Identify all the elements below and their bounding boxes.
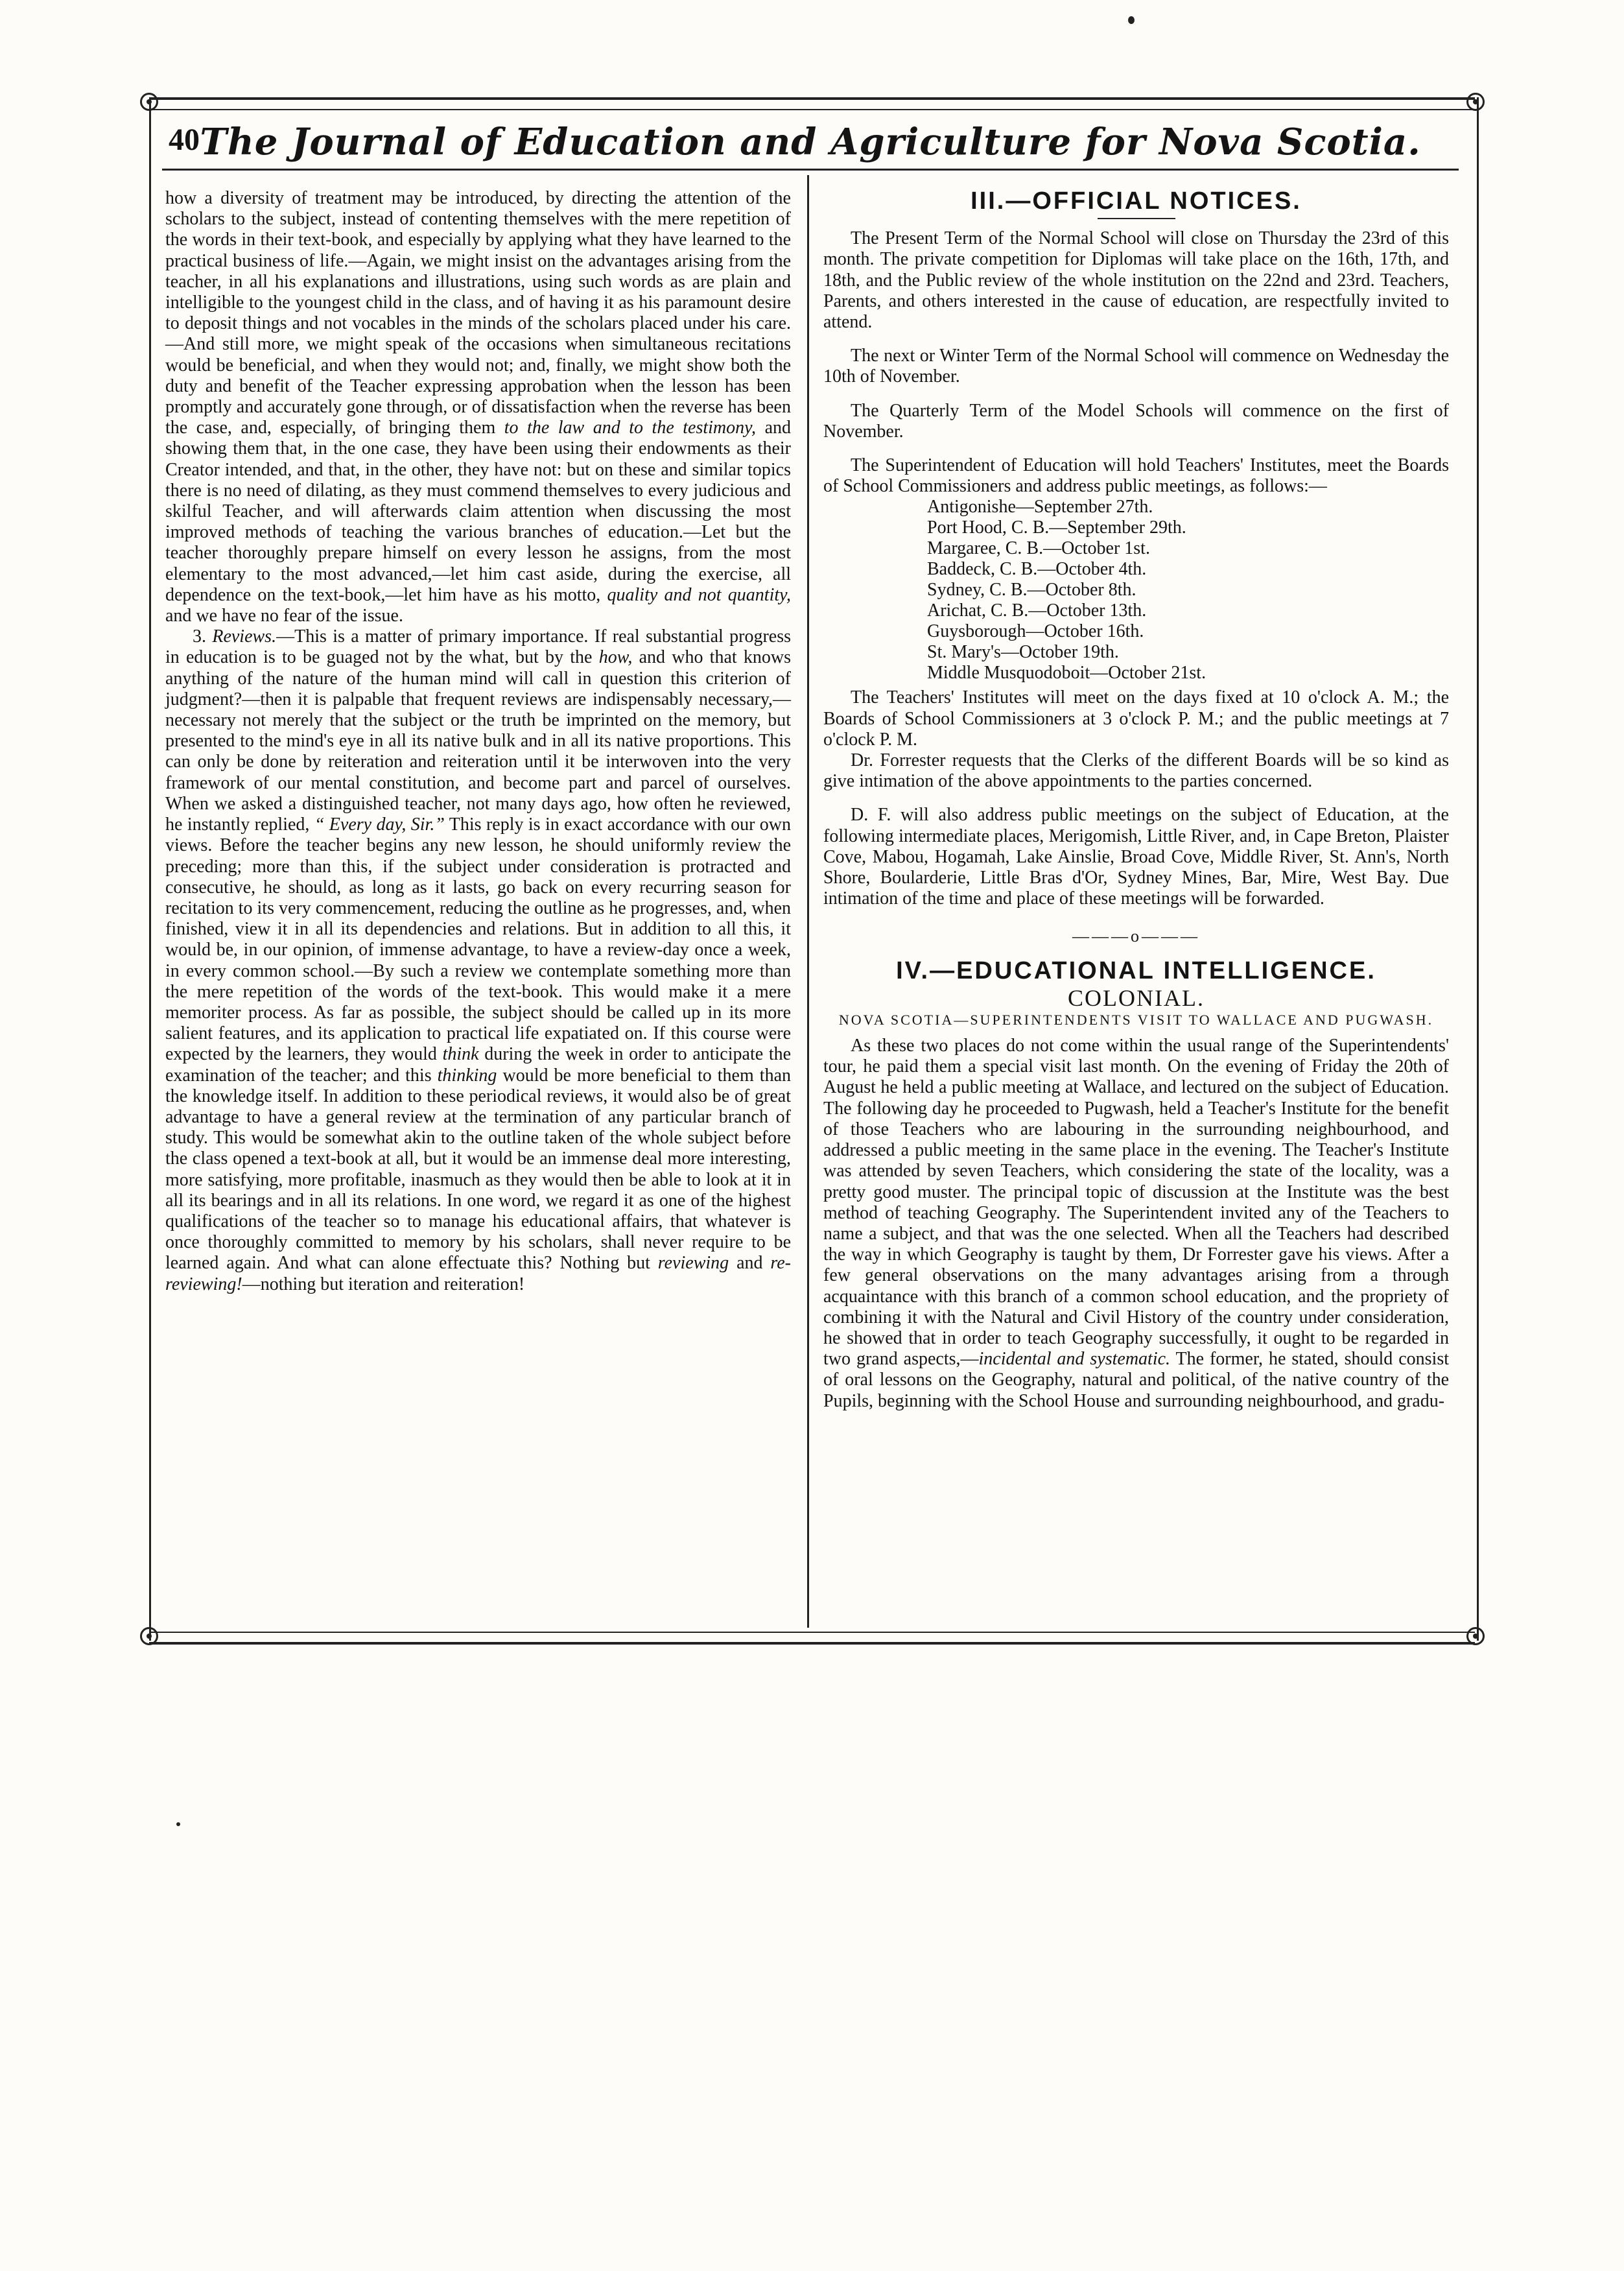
section-ornament: ———o——— bbox=[1072, 927, 1200, 946]
notice-winter-term: The next or Winter Term of the Normal School will commence on Wednesday the 10th of November. bbox=[823, 346, 1449, 387]
column-divider bbox=[807, 175, 809, 1628]
page-number: 40 bbox=[169, 123, 200, 157]
page-header bbox=[162, 117, 1459, 171]
right-column bbox=[823, 188, 1449, 1412]
notice-normal-school-term: The Present Term of the Normal School will close on Thursday the 23rd of this month. The private competition for Diplomas will take place on the 16th, 17th, and 18th, and the Public review of the whole institution on the 22nd and 23rd. Teachers, Parents, and others interested in the cause of education, are respectfully invited to attend. bbox=[823, 228, 1449, 333]
corner-ornament-top-right bbox=[1466, 93, 1485, 111]
schedule-item: Port Hood, C. B.—September 29th. bbox=[927, 517, 1186, 538]
corner-ornament-bottom-right bbox=[1466, 1627, 1485, 1645]
paragraph-reviews: 3. Reviews.—This is a matter of primary importance. If real substantial progress in education is to be guaged not by the what, but by the how, and who that knows anything of the nature of the human mind will call in question this criterion of judgment?—then it is palpable that frequent reviews are indispensably necessary,—necessary not merely that the subject or the truth be imprinted on the memory, but presented to the mind's eye in all its native bulk and in all its native proportions. This can only be done by reiteration and reiteration until it be interwoven into the very framework of our mental constitution, and become part and parcel of ourselves. When we asked a distinguished teacher, not many days ago, how often he reviewed, he instantly replied, “ Every day, Sir.” This reply is in exact accordance with our own views. Before the teacher begins any new lesson, he should uniformly review the preceding; more than this, if the subject under consideration is protracted and consecutive, he should, as long as it lasts, go back on every recurring season for recitation to its very commencement, reducing the outline as he progresses, and, when finished, view it in all its dependencies and relations. But in addition to all this, it would be, in our opinion, of immense advantage, to have a review-day once a week, in every common school.—By such a review we contemplate something more than the mere repetition of the words of the text-book. This would make it a mere memoriter process. As far as possible, the subject should be called up in its more salient features, and its application to practical life expatiated on. If this course were expected by the learners, they would think during the week in order to anticipate the examination of the teacher; and this thinking would be more beneficial to them than the knowledge itself. In addition to these periodical reviews, it would also be of great advantage to have a general review at the termination of any particular branch of study. This would be somewhat akin to the outline taken of the whole subject before the class opened a text-book at all, but it would be an immense deal more interesting, more satisfying, more profitable, inasmuch as they would then be able to look at it in all its bearings and in all its relations. In one word, we regard it as one of the highest qualifications of the teacher so to manage his educational affairs, that whatever is once thoroughly committed to memory by his scholars, shall never require to be learned again. And what can alone effectuate this? Nothing but reviewing and re-reviewing!—nothing but iteration and reiteration! bbox=[165, 626, 792, 1294]
article-wallace-pugwash: As these two places do not come within the usual range of the Superintendents' tour, he paid them a special visit last month. On the evening of Friday the 20th of August he held a public meeting at Wallace, and lectured on the subject of Education. The following day he proceeded to Pugwash, held a Teacher's Institute for the benefit of those Teachers who are labouring in the surrounding neighbourhood, and addressed a public meeting in the same place in the evening. The Teacher's Institute was attended by seven Teachers, which considering the state of the locality, was a pretty good muster. The principal topic of discussion at the Institute was the best method of teaching Geography. The Superintendent invited any of the Teachers to name a subject, and that was the one selected. When all the Teachers had described the way in which Geography is taught by them, Dr Forrester gave his views. After a few general observations on the many advantages arising from a through acquaintance with this branch of a common school education, and the propriety of combining it with the Natural and Civil History of the country under consideration, he showed that in order to teach Geography successfully, it ought to be regarded in two grand aspects,—incidental and systematic. The former, he stated, should consist of oral lessons on the Geography, natural and political, of the native country of the Pupils, beginning with the School House and surrounding neighbourhood, and gradu- bbox=[823, 1036, 1450, 1411]
section-heading-educational-intelligence: IV.—EDUCATIONAL INTELLIGENCE. bbox=[896, 957, 1376, 984]
notice-teachers-institutes: The Superintendent of Education will hold Teachers' Institutes, meet the Boards of School Commissioners and address public meetings, as follows:— bbox=[823, 455, 1449, 497]
section-heading-official-notices: III.—OFFICIAL NOTICES. bbox=[971, 187, 1302, 215]
notice-model-schools: The Quarterly Term of the Model Schools will commence on the first of November. bbox=[823, 400, 1449, 442]
schedule-item: Middle Musquodoboit—October 21st. bbox=[927, 663, 1206, 684]
paragraph-methods: how a diversity of treatment may be introduced, by directing the attention of the scholars to the subject, instead of contenting themselves with the mere repetition of the words in their text-book, and especially by applying what they have learned to the practical business of life.—Again, we might insist on the advantages arising from the teacher, in all his explanations and illustrations, using such words as are plain and intelligible to the youngest child in the class, and of having it as his paramount desire to deposit things and not vocables in the minds of the scholars placed under his care.—And still more, we might speak of the occasions when simultaneous recitations would be beneficial, and when they would not; and, finally, we might show both the duty and benefit of the Teacher expressing approbation when the lesson has been promptly and accurately gone through, or of dissatisfaction when the reverse has been the case, and, especially, of bringing them to the law and to the testimony, and showing them that, in the one case, they have been using their endowments as their Creator intended, and that, in the other, they have not: but on these and similar topics there is no need of dilating, as they must commend themselves to every judicious and skilful Teacher, and will afterwards claim attention when discussing the most improved methods of teaching the various branches of education.—Let but the teacher thoroughly prepare himself on every lesson he assigns, from the most elementary to the most advanced,—let him cast aside, during the exercise, all dependence on the text-book,—let him have as his motto, quality and not quantity, and we have no fear of the issue. bbox=[165, 188, 792, 626]
schedule-item: St. Mary's—October 19th. bbox=[927, 642, 1119, 663]
article-subheading: NOVA SCOTIA—SUPERINTENDENTS VISIT TO WALLACE AND PUGWASH. bbox=[838, 1012, 1434, 1028]
heading-rule bbox=[1098, 218, 1175, 219]
ink-speck bbox=[1128, 16, 1135, 24]
schedule-item: Margaree, C. B.—October 1st. bbox=[927, 538, 1150, 559]
colonial-heading: COLONIAL. bbox=[1068, 984, 1205, 1011]
reviews-heading: Reviews. bbox=[212, 626, 277, 647]
institute-schedule bbox=[927, 497, 1449, 684]
notice-meeting-times: The Teachers' Institutes will meet on the days fixed at 10 o'clock A. M.; the Boards of School Commissioners at 3 o'clock P. M.; and the public meetings at 7 o'clock P. M. bbox=[823, 687, 1449, 750]
corner-ornament-bottom-left bbox=[140, 1627, 158, 1645]
left-column bbox=[165, 188, 791, 1295]
schedule-item: Guysborough—October 16th. bbox=[927, 621, 1144, 642]
notice-clerks-request: Dr. Forrester requests that the Clerks of the different Boards will be so kind as give intimation of the above appointments to the parties concerned. bbox=[823, 750, 1449, 792]
schedule-item: Baddeck, C. B.—October 4th. bbox=[927, 559, 1147, 580]
notice-intermediate-places: D. F. will also address public meetings on the subject of Education, at the following intermediate places, Merigomish, Little River, and, in Cape Breton, Plaister Cove, Mabou, Hogamah, Lake Ainslie, Broad Cove, Middle River, St. Ann's, North Shore, Boularderie, Little Bras d'Or, Sydney Mines, Bar, Mire, West Bay. Due intimation of the time and place of these meetings will be forwarded. bbox=[823, 805, 1449, 909]
journal-title: The Journal of Education and Agriculture for Nova Scotia. bbox=[200, 121, 1421, 163]
schedule-item: Arichat, C. B.—October 13th. bbox=[927, 600, 1147, 621]
corner-ornament-top-left bbox=[140, 93, 158, 111]
schedule-item: Antigonishe—September 27th. bbox=[927, 497, 1153, 517]
schedule-item: Sydney, C. B.—October 8th. bbox=[927, 580, 1136, 600]
ink-speck bbox=[176, 1822, 180, 1826]
